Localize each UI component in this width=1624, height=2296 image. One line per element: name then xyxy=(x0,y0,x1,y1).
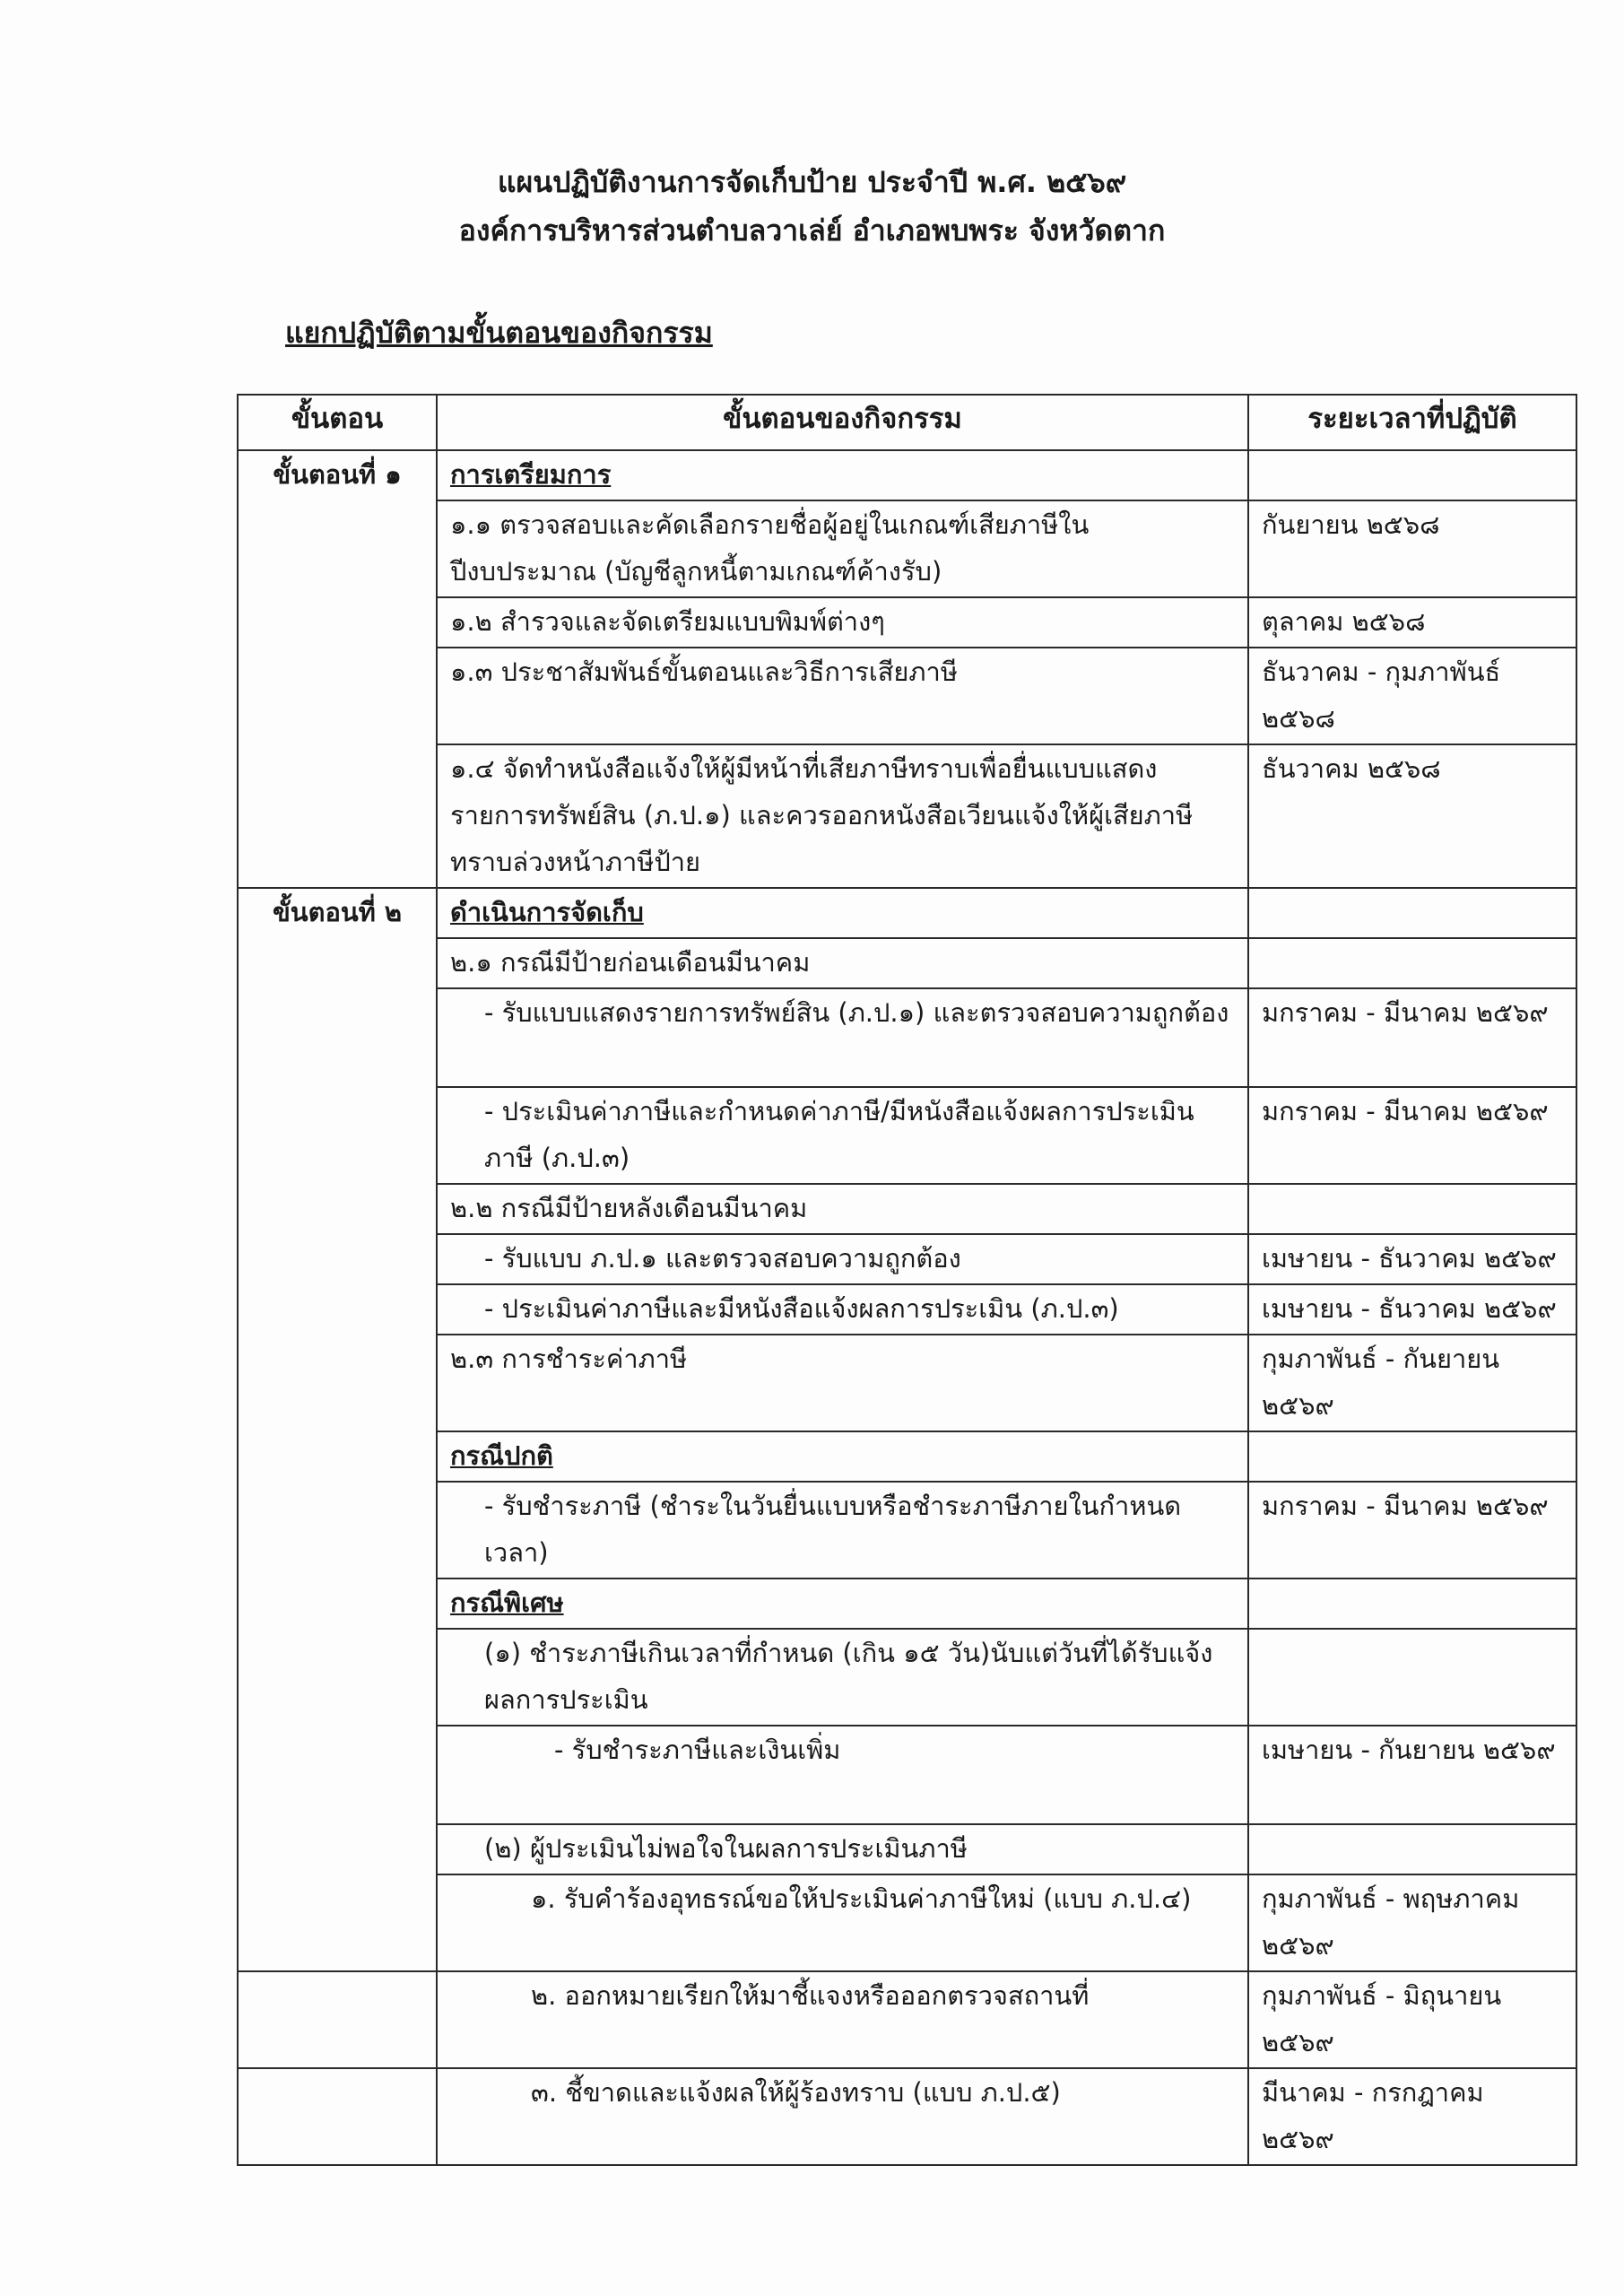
activity-cell: - รับแบบ ภ.ป.๑ และตรวจสอบความถูกต้อง xyxy=(437,1234,1248,1284)
step-empty-cell xyxy=(238,1971,437,2068)
table-row xyxy=(238,1335,1576,1431)
period-cell: มีนาคม - กรกฎาคม ๒๕๖๙ xyxy=(1248,2068,1576,2165)
period-cell xyxy=(1248,1184,1576,1234)
table-header-row xyxy=(238,395,1576,450)
step-2-label: ขั้นตอนที่ ๒ xyxy=(238,888,437,1971)
period-cell xyxy=(1248,1431,1576,1482)
activity-cell: ๑.๔ จัดทำหนังสือแจ้งให้ผู้มีหน้าที่เสียภาษีทราบเพื่อยื่นแบบแสดงรายการทรัพย์สิน (ภ.ป.๑) และควรออกหนังสือเวียนแจ้งให้ผู้เสียภาษีทราบล่วงหน้าภาษีป้าย xyxy=(437,744,1248,888)
activity-cell: - รับชำระภาษี (ชำระในวันยื่นแบบหรือชำระภาษีภายในกำหนดเวลา) xyxy=(437,1482,1248,1578)
period-cell: มกราคม - มีนาคม ๒๕๖๙ xyxy=(1248,1087,1576,1184)
table-row xyxy=(238,648,1576,744)
activity-cell: - รับชำระภาษีและเงินเพิ่ม xyxy=(437,1726,1248,1824)
period-cell: กุมภาพันธ์ - กันยายน ๒๕๖๙ xyxy=(1248,1335,1576,1431)
period-cell xyxy=(1248,888,1576,938)
activity-cell: ๒.๓ การชำระค่าภาษี xyxy=(437,1335,1248,1431)
activity-cell: (๑) ชำระภาษีเกินเวลาที่กำหนด (เกิน ๑๕ วัน)นับแต่วันที่ได้รับแจ้งผลการประเมิน xyxy=(437,1629,1248,1726)
document-subtitle: องค์การบริหารส่วนตำบลวาเล่ย์ อำเภอพบพระ จังหวัดตาก xyxy=(458,213,1166,248)
period-cell xyxy=(1248,938,1576,988)
period-cell: มกราคม - มีนาคม ๒๕๖๙ xyxy=(1248,988,1576,1087)
activity-cell: ดำเนินการจัดเก็บ xyxy=(437,888,1248,938)
activity-cell: กรณีปกติ xyxy=(437,1431,1248,1482)
period-cell: ธันวาคม - กุมภาพันธ์ ๒๕๖๘ xyxy=(1248,648,1576,744)
period-cell: ตุลาคม ๒๕๖๘ xyxy=(1248,597,1576,648)
activity-table xyxy=(237,394,1577,2166)
table-row xyxy=(238,1482,1576,1578)
step-1-label: ขั้นตอนที่ ๑ xyxy=(238,450,437,888)
header-activity: ขั้นตอนของกิจกรรม xyxy=(437,395,1248,450)
table-row xyxy=(238,938,1576,988)
period-cell: กันยายน ๒๕๖๘ xyxy=(1248,500,1576,597)
document-title: แผนปฏิบัติงานการจัดเก็บป้าย ประจำปี พ.ศ. ๒๕๖๙ xyxy=(497,165,1127,199)
table-row xyxy=(238,450,1576,500)
activity-cell: ๒.๑ กรณีมีป้ายก่อนเดือนมีนาคม xyxy=(437,938,1248,988)
table-row xyxy=(238,1431,1576,1482)
period-cell xyxy=(1248,1629,1576,1726)
table-row xyxy=(238,1824,1576,1874)
section-heading: แยกปฏิบัติตามขั้นตอนของกิจกรรม xyxy=(285,316,713,350)
period-cell: เมษายน - กันยายน ๒๕๖๙ xyxy=(1248,1726,1576,1824)
activity-cell: ๑.๑ ตรวจสอบและคัดเลือกรายชื่อผู้อยู่ในเกณฑ์เสียภาษีในปีงบประมาณ (บัญชีลูกหนี้ตามเกณฑ์ค้างรับ) xyxy=(437,500,1248,597)
period-cell: ธันวาคม ๒๕๖๘ xyxy=(1248,744,1576,888)
table-row xyxy=(238,1874,1576,1971)
period-cell: กุมภาพันธ์ - มิถุนายน ๒๕๖๙ xyxy=(1248,1971,1576,2068)
table-row xyxy=(238,1184,1576,1234)
activity-cell: ๓. ชี้ขาดและแจ้งผลให้ผู้ร้องทราบ (แบบ ภ.ป.๕) xyxy=(437,2068,1248,2165)
header-period: ระยะเวลาที่ปฏิบัติ xyxy=(1248,395,1576,450)
activity-cell: - ประเมินค่าภาษีและกำหนดค่าภาษี/มีหนังสือแจ้งผลการประเมินภาษี (ภ.ป.๓) xyxy=(437,1087,1248,1184)
activity-cell: - ประเมินค่าภาษีและมีหนังสือแจ้งผลการประเมิน (ภ.ป.๓) xyxy=(437,1284,1248,1335)
table-row xyxy=(238,1971,1576,2068)
activity-cell: ๑.๒ สำรวจและจัดเตรียมแบบพิมพ์ต่างๆ xyxy=(437,597,1248,648)
activity-cell: ๒.๒ กรณีมีป้ายหลังเดือนมีนาคม xyxy=(437,1184,1248,1234)
period-cell xyxy=(1248,450,1576,500)
period-cell: กุมภาพันธ์ - พฤษภาคม ๒๕๖๙ xyxy=(1248,1874,1576,1971)
table-row xyxy=(238,1284,1576,1335)
step-empty-cell xyxy=(238,2068,437,2165)
table-row xyxy=(238,988,1576,1087)
table-row xyxy=(238,597,1576,648)
period-cell xyxy=(1248,1824,1576,1874)
activity-cell: ๑.๓ ประชาสัมพันธ์ขั้นตอนและวิธีการเสียภาษี xyxy=(437,648,1248,744)
table-row xyxy=(238,1629,1576,1726)
header-step: ขั้นตอน xyxy=(238,395,437,450)
activity-cell: ๒. ออกหมายเรียกให้มาชี้แจงหรือออกตรวจสถานที่ xyxy=(437,1971,1248,2068)
period-cell: เมษายน - ธันวาคม ๒๕๖๙ xyxy=(1248,1234,1576,1284)
period-cell xyxy=(1248,1578,1576,1629)
activity-cell: (๒) ผู้ประเมินไม่พอใจในผลการประเมินภาษี xyxy=(437,1824,1248,1874)
period-cell: มกราคม - มีนาคม ๒๕๖๙ xyxy=(1248,1482,1576,1578)
table-row xyxy=(238,1578,1576,1629)
table-row xyxy=(238,1087,1576,1184)
table-row xyxy=(238,888,1576,938)
activity-cell: ๑. รับคำร้องอุทธรณ์ขอให้ประเมินค่าภาษีใหม่ (แบบ ภ.ป.๔) xyxy=(437,1874,1248,1971)
table-row xyxy=(238,744,1576,888)
table-row xyxy=(238,1234,1576,1284)
table-row xyxy=(238,1726,1576,1824)
period-cell: เมษายน - ธันวาคม ๒๕๖๙ xyxy=(1248,1284,1576,1335)
table-row xyxy=(238,2068,1576,2165)
table-row xyxy=(238,500,1576,597)
activity-cell: - รับแบบแสดงรายการทรัพย์สิน (ภ.ป.๑) และตรวจสอบความถูกต้อง xyxy=(437,988,1248,1087)
activity-cell: กรณีพิเศษ xyxy=(437,1578,1248,1629)
activity-cell: การเตรียมการ xyxy=(437,450,1248,500)
